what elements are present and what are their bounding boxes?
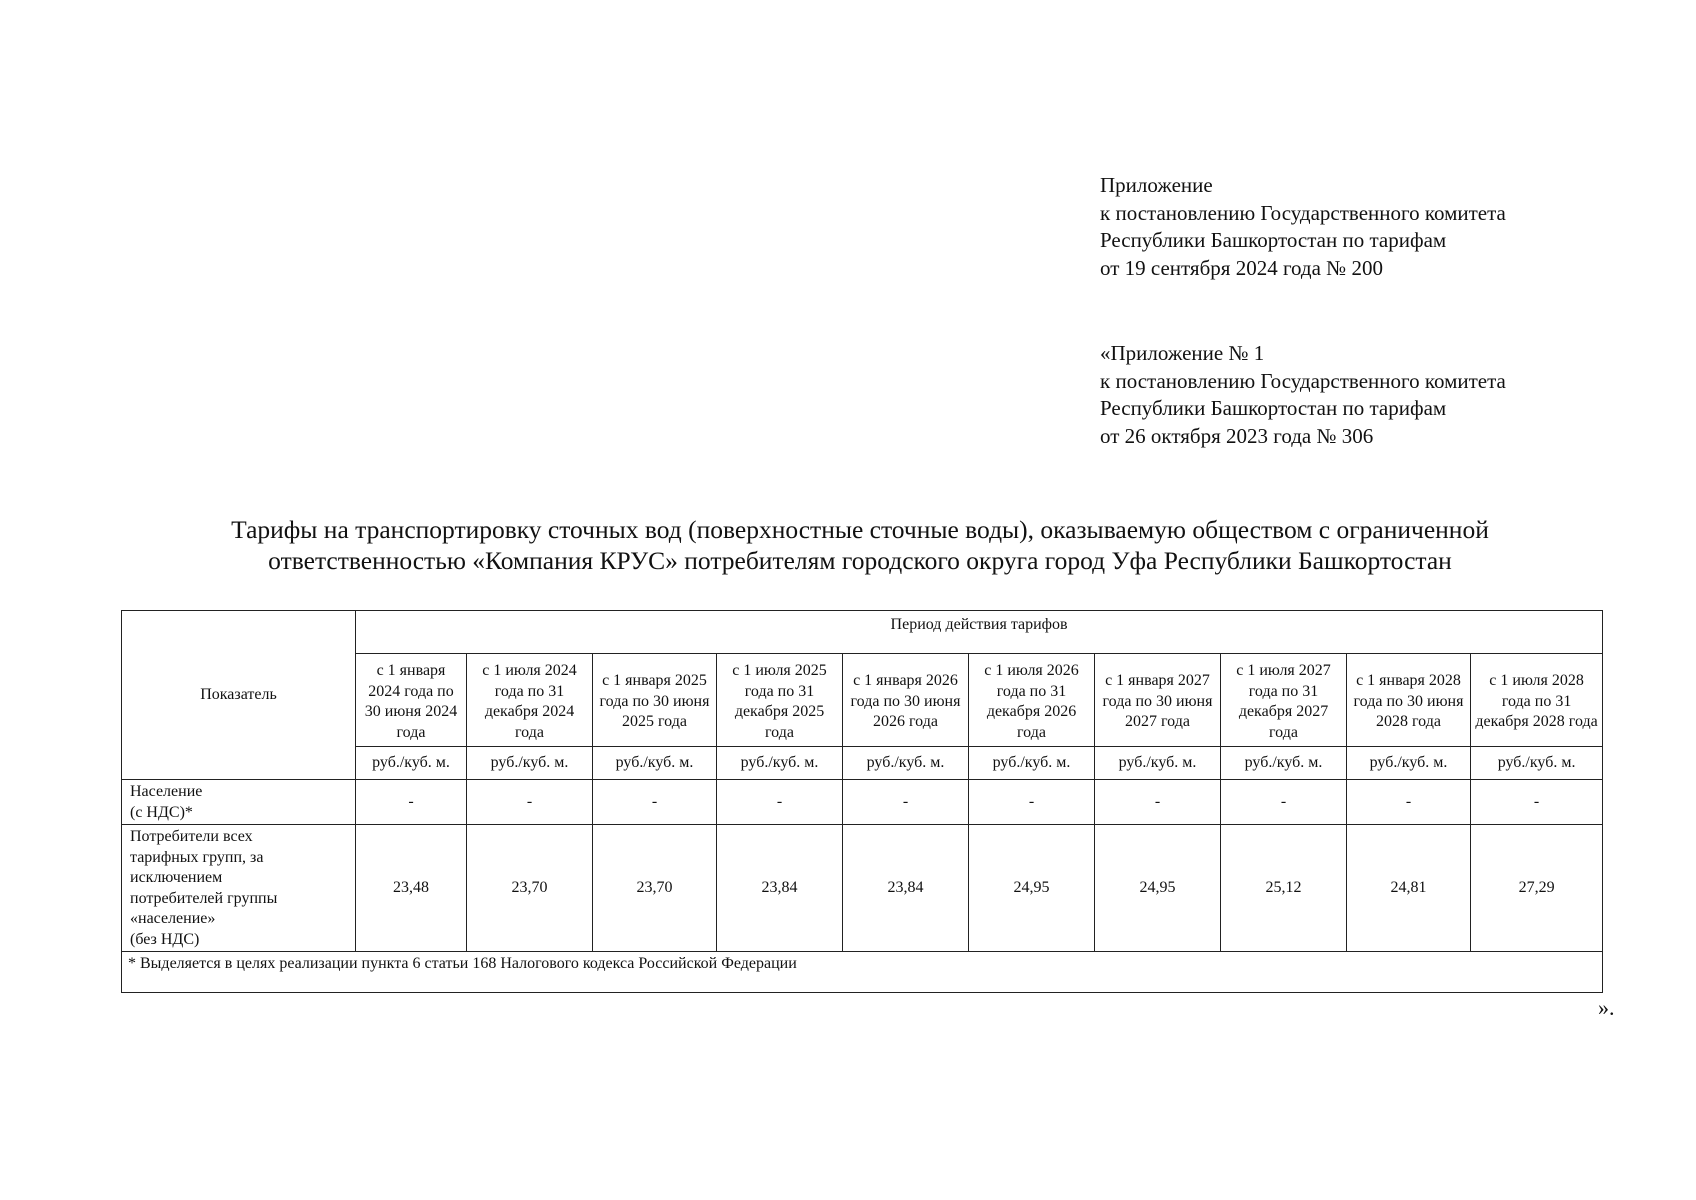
period-date-cell: с 1 июля 2026 года по 31 декабря 2026 года <box>969 654 1095 747</box>
tariff-value-cell: 25,12 <box>1221 825 1347 952</box>
period-date-cell: с 1 января 2025 года по 30 июня 2025 года <box>593 654 717 747</box>
tariff-value-cell: - <box>356 780 467 825</box>
tariff-value-cell: - <box>717 780 843 825</box>
unit-cell: руб./куб. м. <box>1347 747 1471 780</box>
period-date-cell: с 1 июля 2025 года по 31 декабря 2025 года <box>717 654 843 747</box>
tariff-value-cell: 23,70 <box>593 825 717 952</box>
unit-cell: руб./куб. м. <box>593 747 717 780</box>
unit-cell: руб./куб. м. <box>1095 747 1221 780</box>
tariff-value-cell: 24,81 <box>1347 825 1471 952</box>
row-label-line: (с НДС)* <box>130 803 193 821</box>
tariff-value-cell: - <box>1221 780 1347 825</box>
tariff-value-cell: 27,29 <box>1471 825 1603 952</box>
unit-cell: руб./куб. м. <box>356 747 467 780</box>
footnote: * Выделяется в целях реализации пункта 6 статьи 168 Налогового кодекса Российской Федерации <box>122 952 1603 993</box>
tariff-value-cell: - <box>1095 780 1221 825</box>
row-label-line: Население <box>130 783 203 800</box>
appendix-header-line: Приложение <box>1100 173 1213 197</box>
tariff-value-cell: 24,95 <box>969 825 1095 952</box>
original-appendix-header-line: к постановлению Государственного комитета <box>1100 368 1506 393</box>
unit-cell: руб./куб. м. <box>969 747 1095 780</box>
period-date-cell: с 1 июля 2028 года по 31 декабря 2028 года <box>1471 654 1603 747</box>
tariff-value-cell: - <box>1347 780 1471 825</box>
indicator-header: Показатель <box>122 611 356 780</box>
appendix-header-line: к постановлению Государственного комитета <box>1100 200 1506 225</box>
row-label-line: «население» <box>130 910 216 927</box>
tariff-value-cell: - <box>467 780 593 825</box>
row-label-line: исключением <box>130 869 223 886</box>
original-appendix-header-line: «Приложение № 1 <box>1100 341 1265 365</box>
unit-cell: руб./куб. м. <box>1221 747 1347 780</box>
period-date-cell: с 1 января 2027 года по 30 июня 2027 года <box>1095 654 1221 747</box>
tariff-value-cell: - <box>1471 780 1603 825</box>
original-appendix-header-line: от 26 октября 2023 года № 306 <box>1100 423 1374 448</box>
original-appendix-header <box>1100 340 1506 450</box>
unit-cell: руб./куб. м. <box>1471 747 1603 780</box>
row-label-line: (без НДС) <box>130 930 200 948</box>
row-label-line: Потребители всех <box>130 828 253 845</box>
document-title-line: Тарифы на транспортировку сточных вод (поверхностные сточные воды), оказываемую обществом с ограниченной <box>231 515 1489 544</box>
period-date-cell: с 1 января 2026 года по 30 июня 2026 года <box>843 654 969 747</box>
document-title-line: ответственностью «Компания КРУС» потребителям городского округа город Уфа Республики Башкортостан <box>268 546 1452 575</box>
row-label-line: потребителей группы <box>130 889 278 907</box>
row-label-all-consumers <box>122 825 356 952</box>
period-date-cell: с 1 июля 2027 года по 31 декабря 2027 года <box>1221 654 1347 747</box>
tariff-value-cell: 24,95 <box>1095 825 1221 952</box>
unit-cell: руб./куб. м. <box>717 747 843 780</box>
tariff-value-cell: 23,84 <box>843 825 969 952</box>
tariff-value-cell: - <box>593 780 717 825</box>
document-title <box>60 514 1660 576</box>
table-row <box>122 780 1603 825</box>
tariff-value-cell: 23,48 <box>356 825 467 952</box>
period-date-cell: с 1 января 2028 года по 30 июня 2028 года <box>1347 654 1471 747</box>
original-appendix-header-line: Республики Башкортостан по тарифам <box>1100 396 1447 420</box>
appendix-header <box>1100 172 1506 282</box>
period-header: Период действия тарифов <box>356 611 1603 654</box>
table-row <box>122 825 1603 952</box>
tariff-value-cell: - <box>843 780 969 825</box>
unit-cell: руб./куб. м. <box>467 747 593 780</box>
appendix-header-line: от 19 сентября 2024 года № 200 <box>1100 255 1383 280</box>
appendix-header-line: Республики Башкортостан по тарифам <box>1100 228 1447 252</box>
tariff-table <box>121 610 1603 993</box>
period-date-cell: с 1 июля 2024 года по 31 декабря 2024 года <box>467 654 593 747</box>
closing-quote-mark: ». <box>1598 995 1615 1020</box>
period-date-cell: с 1 января 2024 года по 30 июня 2024 года <box>356 654 467 747</box>
tariff-value-cell: - <box>969 780 1095 825</box>
row-label-line: тарифных групп, за <box>130 848 264 866</box>
tariff-value-cell: 23,84 <box>717 825 843 952</box>
tariff-value-cell: 23,70 <box>467 825 593 952</box>
unit-cell: руб./куб. м. <box>843 747 969 780</box>
row-label-population <box>122 780 356 825</box>
